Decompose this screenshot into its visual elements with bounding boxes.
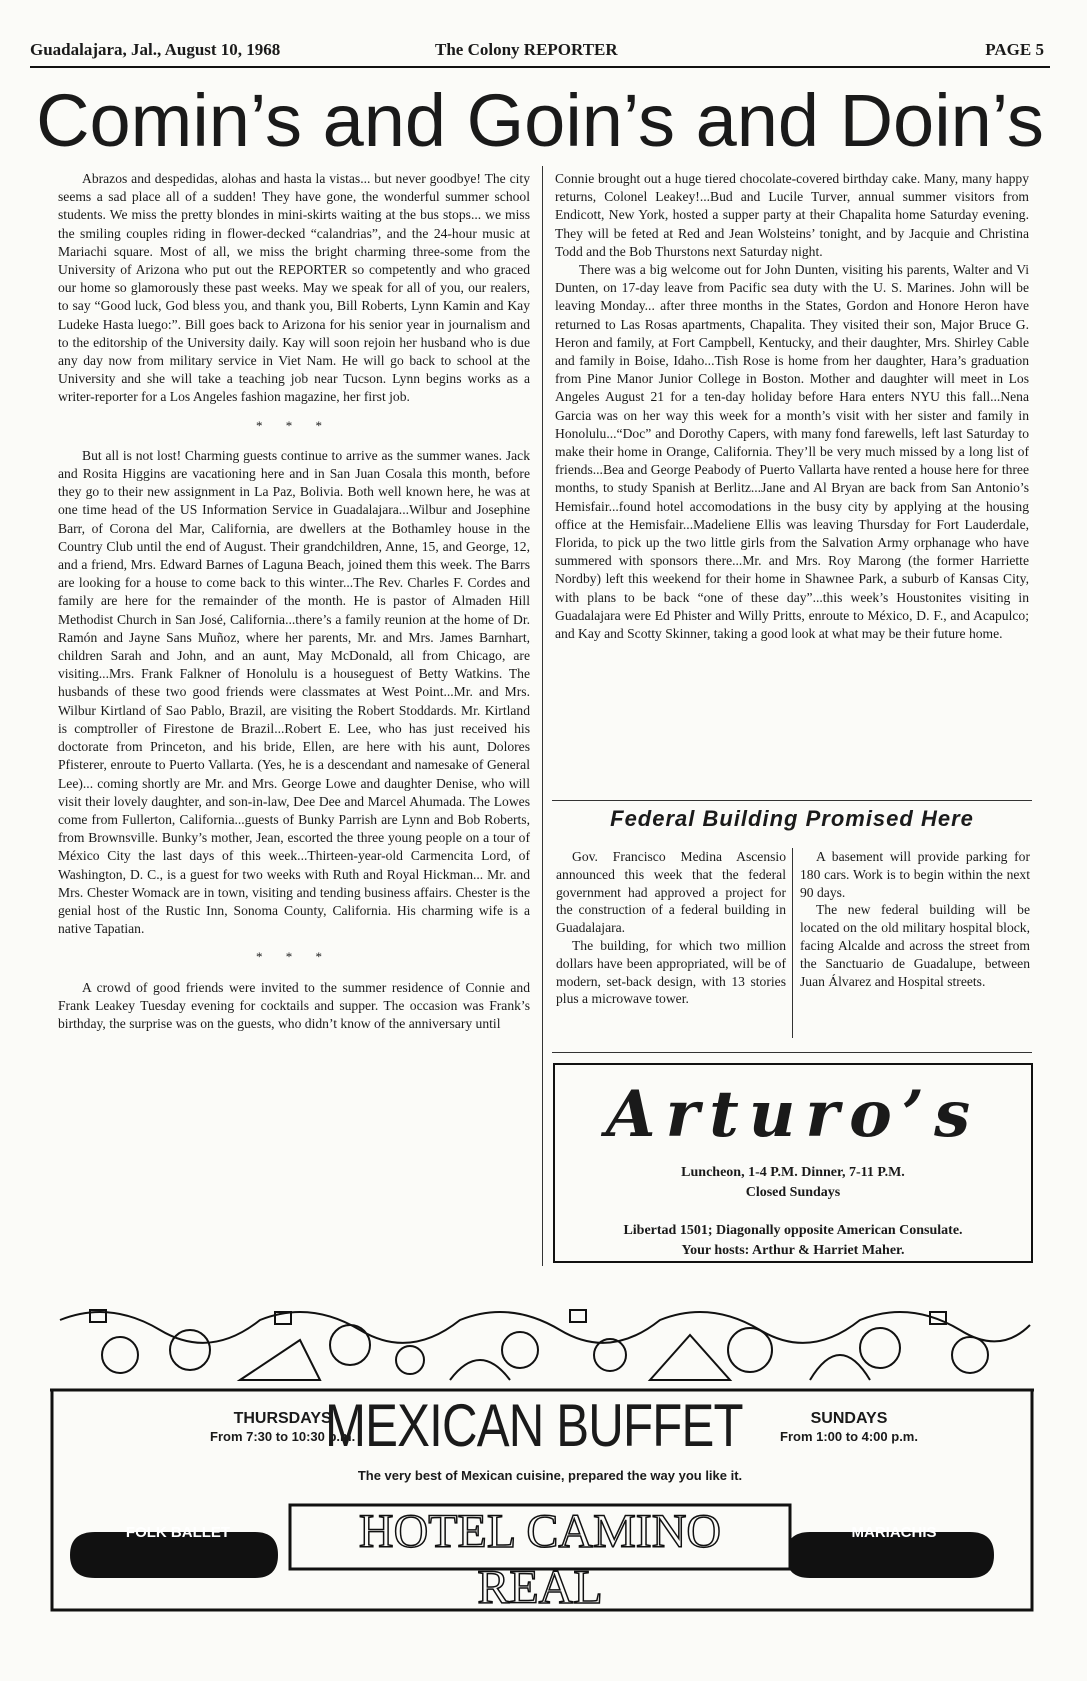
sundays-hours bbox=[780, 1410, 918, 1446]
article-paragraph: Abrazos and despedidas, alohas and hasta la vistas... but never goodbye! The city seems a sad place all of a sudden! They have gone, the wonderful summer school students. We miss the pretty blondes in mini-skirts waiting at the bus stops... we miss the smiling couples riding in flower-decked “calandrias”, and the 24-hour music at Mariachi square. Most of all, we miss the bright charming three-some from the University of Arizona who put out the REPORTER so competently and who graced our home so glamorously these past weeks. May we speak for all of you, our realers, to say “Good luck, God bless you, and thank you, Bill Roberts, Lynn Kamin and Kay Ludeke Hasta luego:”. Bill goes back to Arizona for his senior year in journalism and to the editorship of the University daily. Kay will soon rejoin her husband who is due any day now from military service in Viet Nam. He will go back to school at the University and she will take a teaching job near Tucson. Lynn begins works as a writer-reporter for a Los Angeles fashion magazine, her first job. bbox=[58, 171, 530, 405]
dateline: Guadalajara, Jal., August 10, 1968 bbox=[30, 40, 281, 59]
page-number: PAGE 5 bbox=[985, 40, 1044, 59]
mariachis-label: MARIACHIS bbox=[851, 1524, 937, 1541]
restaurant-hosts: Your hosts: Arthur & Harriet Maher. bbox=[681, 1243, 905, 1258]
sundays-label: SUNDAYS bbox=[810, 1410, 888, 1427]
article-paragraph: Connie brought out a huge tiered chocolate-covered birthday cake. Many, many happy returns, Colonel Leakey!...Bud and Lucile Turver, annual summer visitors from Endicott, New York, hosted a supper party at their Chapalita home Saturday evening. They will be feted at Red and Jean Wolsteins’ tonight, and by Jacquie and Christina Todd and the Bob Thurstons next Saturday night. bbox=[555, 171, 1029, 259]
column-divider bbox=[542, 166, 543, 1266]
arturos-advertisement bbox=[553, 1063, 1033, 1263]
hotel-name: HOTEL CAMINO REAL bbox=[358, 1505, 722, 1614]
federal-column-left bbox=[556, 848, 786, 1008]
restaurant-hours: Luncheon, 1-4 P.M. Dinner, 7-11 P.M. bbox=[681, 1165, 905, 1180]
sundays-time: From 1:00 to 4:00 p.m. bbox=[780, 1429, 918, 1444]
buffet-tagline: The very best of Mexican cuisine, prepared the way you like it. bbox=[357, 1468, 743, 1483]
folk-ballet-label: FOLK BALLET bbox=[125, 1524, 231, 1541]
section-divider-stars: * * * bbox=[256, 417, 332, 433]
restaurant-address: Libertad 1501; Diagonally opposite American Consulate. bbox=[623, 1223, 963, 1238]
thursdays-time: From 7:30 to 10:30 p.m. bbox=[210, 1429, 356, 1444]
thursdays-label: THURSDAYS bbox=[233, 1410, 332, 1427]
article-paragraph: Gov. Francisco Medina Ascensio announced this week that the federal government had approved a project for the construction of a federal building in Guadalajara. bbox=[556, 849, 786, 936]
buffet-title: MEXICAN BUFFET bbox=[325, 1392, 743, 1459]
restaurant-name: Arturo’s bbox=[605, 1077, 981, 1152]
festive-illustration bbox=[50, 1310, 1034, 1390]
federal-building-headline: Federal Building Promised Here bbox=[610, 806, 974, 831]
article-paragraph: The building, for which two million dollars have been appropriated, will be of modern, set-back design, with 13 stories plus a microwave tower. bbox=[556, 937, 786, 1007]
section-rule bbox=[552, 1052, 1032, 1053]
mexican-buffet-advertisement bbox=[50, 1300, 1034, 1612]
article-paragraph: But all is not lost! Charming guests continue to arrive as the summer wanes. Jack and Rosita Higgins are vacationing here and in San Juan Cosala this month, before they go to their new assignment in La Paz, Bolivia. Both well known here, he was at one time head of the US Information Service in Guadalajara...Wilbur and Josephine Barr, of Corona del Mar, California, are dwellers at the Bothamley house in the Country Club until the end of August. Their grandchildren, Anne, 15, and George, 12, and a friend, Mrs. Edward Barnes of Laguna Beach, joined them this week. The Barrs are looking for a house to come back to this winter...The Rev. Charles F. Cordes and family are here for the remainder of the month. He is pastor of Almaden Hill Methodist Church in San José, California...there’s a family reunion at the home of Dr. Ramón and Jayne Sans Muñoz, where her parents, Mr. and Mrs. James Barnhart, children Sarah and John, and an aunt, May McDonald, all from Chicago, are visiting...Mrs. Frank Falkner of Honolulu is a houseguest of Betty Watkins. The husbands of these two good friends were classmates at West Point...Mr. and Mrs. Wilbur Kirtland of Sao Pablo, Brazil, are visiting the Robert Stoddards. Mr. Kirtland is comptroller of Firestone de Brazil...Robert E. Lee, who has just received his doctorate from Princeton, and his bride, Ellen, are here with his aunt, Dolores Pfisterer, enroute to Puerto Vallarta. (Yes, he is a descendant and namesake of General Lee)... coming shortly are Mr. and Mrs. George Lowe and daughter Denise, who will visit their lovely daughter, and son-in-law, Dee Dee and Marcel Ahumada. The Lowes come from Fullerton, California...guests of Bunky Parrish are Lynn and Bob Roberts, from Brownsville. Bunky’s mother, Jean, escorted the three young people on a tour of México City the last days of this week...Thirteen-year-old Carmencita Lord, of Washington, D. C., is a guest for two weeks with Ruth and Royal Hickman... Mr. and Mrs. Chester Womack are in town, visiting and tending business affairs. Chester is the genial host of the Rustic Inn, Sonoma County, California. His charming wife is a native Tapatian. bbox=[58, 447, 530, 937]
article-paragraph: A basement will provide parking for 180 cars. Work is to begin within the next 90 days. bbox=[800, 849, 1030, 900]
restaurant-closed: Closed Sundays bbox=[745, 1185, 841, 1200]
page-header bbox=[30, 36, 1050, 68]
article-paragraph: A crowd of good friends were invited to the summer residence of Connie and Frank Leakey Tuesday evening for cocktails and supper. The occasion was Frank’s birthday, the surprise was on the guests, who didn’t know of the anniversary until bbox=[58, 979, 530, 1031]
section-divider-stars: * * * bbox=[256, 949, 332, 965]
masthead: The Colony REPORTER bbox=[435, 40, 618, 59]
article-column-right bbox=[555, 170, 1029, 643]
article-paragraph: There was a big welcome out for John Dunten, visiting his parents, Walter and Vi Dunten, on 17-day leave from Pacific sea duty with the U. S. Marines. John will be leaving Monday... after three months in the States, Gordon and Honore Heron have returned to Las Rosas apartments, Chapalita. They visited their son, Major Bruce G. Heron and family, at Fort Campbell, Kentucky, and their daughter, Mrs. Shirley Cable and family in Boise, Idaho...Tish Rose is home from her daughter, Hara’s graduation from Pine Manor Junior College in Boston. Mother and daughter will meet in Los Angeles August 21 for a ten-day holiday before Hara enters NYU this fall...Nena Garcia was on her way this week for a month’s visit with her sister and family in Honolulu...“Doc” and Dorothy Capers, with many fond farewells, left last Saturday to make their home in Orange, California. They’ll be very much missed by a long list of friends...Bea and George Peabody of Puerto Vallarta have rented a house here for three months, to study Spanish at Berlitz...Jane and Al Bryan are back from San Antonio’s Hemisfair...found hotel accomodations in the busy city by applying at the housing office at the Hemisfair...Madeliene Ellis was leaving Thursday for Fort Lauderdale, Florida, to pick up the two little girls from the Salvation Army orphanage who have summered with sponsors there...Mr. and Mrs. Roy Marong (the former Harriette Nordby) left this weekend for their home in Shawnee Park, a suburb of Kansas City, with plans to be back “one of these day”...this week’s Houstonites visiting in Guadalajara were Ed Phister and Willy Pritts, enroute to México, D. F., and Acapulco; and Kay and Scotty Skinner, taking a good look at what may be their future home. bbox=[555, 262, 1029, 642]
section-rule bbox=[552, 800, 1032, 801]
federal-column-right bbox=[800, 848, 1030, 990]
article-paragraph: The new federal building will be located on the old military hospital block, facing Alcalde and across the street from the Sanctuario de Guadalupe, between Juan Álvarez and Hospital streets. bbox=[800, 902, 1030, 989]
article-column-left bbox=[58, 170, 530, 1033]
headline: Comin’s and Goin’s and Doin’s bbox=[36, 79, 1044, 162]
column-divider bbox=[792, 848, 793, 1038]
